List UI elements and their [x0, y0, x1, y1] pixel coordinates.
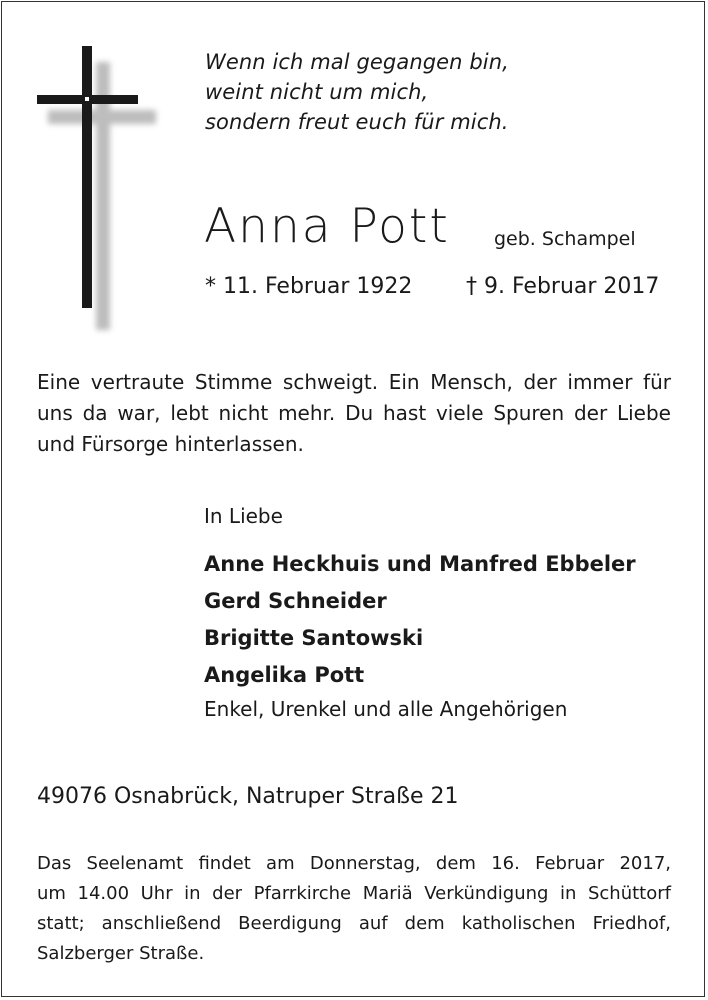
- cross-shadow-horizontal: [48, 110, 156, 124]
- address: 49076 Osnabrück, Natruper Straße 21: [37, 784, 459, 809]
- poem: [205, 47, 509, 137]
- poem-line: weint nicht um mich,: [205, 80, 429, 104]
- service-line: Salzberger Straße.: [37, 943, 205, 964]
- maiden-name: geb. Schampel: [494, 228, 636, 250]
- cross-center-highlight: [85, 97, 89, 101]
- lead-line: uns da war, lebt nicht mehr. Du hast viele Spuren der Liebe: [37, 401, 671, 425]
- poem-line: Wenn ich mal gegangen bin,: [205, 50, 509, 74]
- mourner-name: Anne Heckhuis und Manfred Ebbeler: [204, 552, 636, 576]
- lead-line: Eine vertraute Stimme schweigt. Ein Mensch, der immer für: [37, 370, 671, 394]
- service-line: statt; anschließend Beerdigung auf dem katholischen Friedhof,: [37, 913, 671, 934]
- deceased-name: Anna Pott: [204, 199, 450, 254]
- service-line: um 14.00 Uhr in der Pfarrkirche Mariä Verkündigung in Schüttorf: [37, 883, 671, 904]
- service-line: Das Seelenamt findet am Donnerstag, dem 16. Februar 2017,: [37, 853, 671, 874]
- cross-vertical-beam: [82, 46, 92, 308]
- farewell-phrase: In Liebe: [204, 504, 283, 528]
- birth-date: * 11. Februar 1922: [205, 274, 413, 299]
- relatives-line: Enkel, Urenkel und alle Angehörigen: [204, 697, 568, 721]
- mourner-name: Angelika Pott: [204, 663, 365, 687]
- lead-line: und Fürsorge hinterlassen.: [37, 432, 304, 456]
- mourner-name: Brigitte Santowski: [204, 626, 424, 650]
- poem-line: sondern freut euch für mich.: [205, 110, 509, 134]
- lead-text: [37, 367, 671, 460]
- service-info: [37, 849, 671, 969]
- mourner-name: Gerd Schneider: [204, 589, 387, 613]
- mourners-list: [204, 546, 636, 694]
- death-date: † 9. Februar 2017: [466, 274, 660, 299]
